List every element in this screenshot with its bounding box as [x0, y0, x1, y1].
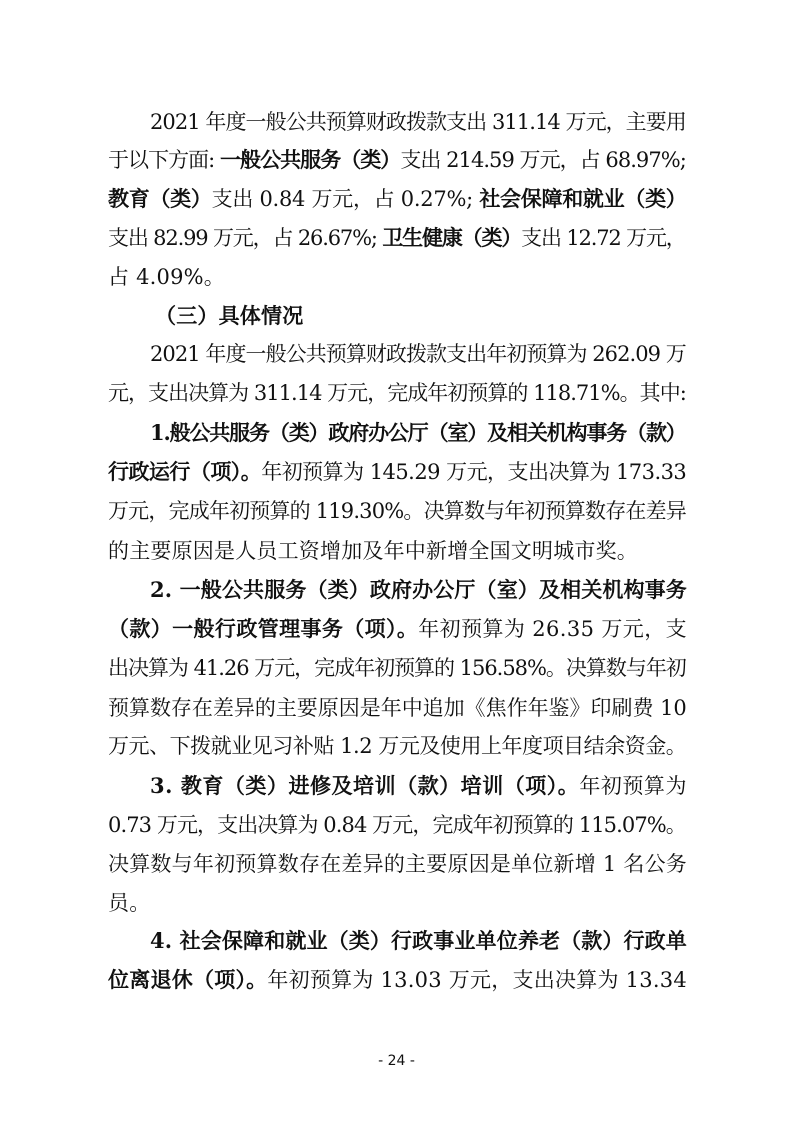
text-line — [155, 302, 303, 330]
text-line — [108, 537, 638, 565]
text-line — [108, 811, 686, 839]
bold-text-segment: 4. 社会保障和就业（类）行政事业单位养老（款）行政单 — [150, 928, 687, 953]
text-line — [150, 340, 686, 368]
bold-text-segment: 1.般公共服务（类）政府办公厅（室）及相关机构事务（款） — [150, 420, 686, 445]
text-line — [108, 379, 686, 407]
text-segment: 2021 年度一般公共预算财政拨款支出 311.14 万元，主要用 — [150, 110, 686, 134]
text-line — [108, 694, 687, 722]
text-segment: 万元、下拨就业见习补贴 1.2 万元及使用上年度项目结余资金。 — [108, 734, 687, 758]
text-line — [108, 224, 686, 252]
text-segment: 元，支出决算为 311.14 万元，完成年初预算的 118.71%。其中: — [108, 381, 686, 405]
text-segment: 年初预算为 26.35 万元，支 — [418, 617, 687, 641]
text-segment: 的主要原因是人员工资增加及年中新增全国文明城市奖。 — [108, 539, 638, 563]
text-line — [108, 732, 686, 760]
text-segment: 年初预算为 13.03 万元，支出决算为 13.34 — [267, 968, 687, 992]
text-segment: 支出 0.84 万元，占 0.27%; — [211, 187, 480, 211]
text-segment: 决算数与年初预算数存在差异的主要原因是单位新增 1 名公务 — [108, 852, 688, 876]
bold-text-segment: （三）具体情况 — [155, 303, 304, 328]
text-line — [108, 615, 687, 643]
text-line — [150, 772, 687, 800]
text-line — [108, 497, 686, 525]
text-segment: 支出 82.99 万元，占 26.67%; — [108, 226, 383, 250]
bold-text-segment: 社会保障和就业（类） — [479, 186, 687, 211]
text-line — [108, 458, 686, 486]
text-line — [150, 108, 686, 136]
bold-text-segment: 卫生健康（类） — [382, 225, 522, 250]
text-segment: 2021 年度一般公共预算财政拨款支出年初预算为 262.09 万 — [150, 342, 686, 366]
text-segment: 占 4.09%。 — [108, 265, 225, 289]
text-line — [108, 889, 150, 917]
text-line — [108, 263, 225, 291]
bold-text-segment: （款）一般行政管理事务（项）。 — [108, 616, 419, 641]
text-line — [108, 850, 687, 878]
bold-text-segment: 行政运行（项）。 — [108, 459, 262, 484]
text-segment: 0.73 万元，支出决算为 0.84 万元，完成年初预算的 115.07%。 — [108, 813, 686, 837]
bold-text-segment: 一般公共服务（类） — [220, 147, 401, 172]
text-line — [108, 966, 687, 994]
text-line — [150, 927, 687, 955]
bold-text-segment: 3. 教育（类）进修及培训（款）培训（项）。 — [150, 773, 580, 798]
bold-text-segment: 2. 一般公共服务（类）政府办公厅（室）及相关机构事务 — [150, 577, 687, 602]
text-line — [108, 185, 687, 213]
page-number: - 24 - — [378, 1053, 415, 1069]
text-segment: 于以下方面: — [108, 148, 221, 172]
text-segment: 支出 12.72 万元， — [521, 226, 686, 250]
text-segment: 出决算为 41.26 万元，完成年初预算的 156.58%。决算数与年初 — [108, 656, 686, 680]
text-line — [108, 146, 686, 174]
text-line — [150, 576, 687, 604]
text-segment: 年初预算为 145.29 万元，支出决算为 173.33 — [261, 460, 687, 484]
text-segment: 支出 214.59 万元，占 68.97%; — [400, 148, 686, 172]
text-line — [108, 654, 686, 682]
text-segment: 预算数存在差异的主要原因是年中追加《焦作年鉴》印刷费 10 — [108, 696, 687, 720]
text-segment: 员。 — [108, 891, 151, 915]
bold-text-segment: 教育（类） — [108, 186, 212, 211]
bold-text-segment: 位离退休（项）。 — [108, 967, 268, 992]
text-line — [150, 419, 686, 447]
text-segment: 万元，完成年初预算的 119.30%。决算数与年初预算数存在差异 — [108, 499, 686, 523]
text-segment: 年初预算为 — [579, 774, 687, 798]
